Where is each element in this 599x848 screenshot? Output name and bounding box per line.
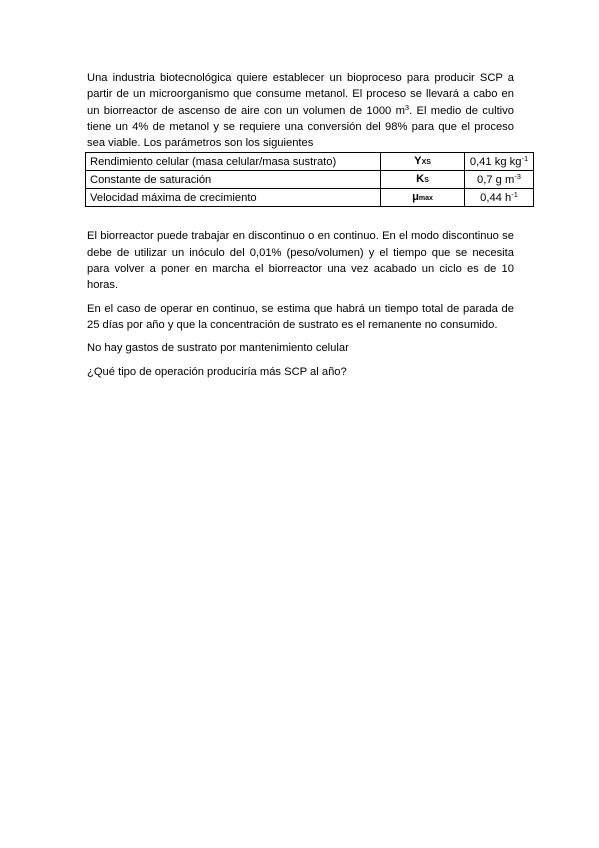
table-row: [86, 189, 534, 207]
param-symbol: [381, 153, 465, 171]
value-exponent: -1: [521, 153, 529, 163]
symbol-letter: Y: [414, 154, 422, 167]
symbol-letter: μ: [412, 190, 419, 203]
param-value: [465, 153, 534, 171]
spacer: [87, 207, 514, 228]
symbol-subscript: S: [424, 176, 429, 184]
param-symbol: [381, 189, 465, 207]
document-body: [87, 70, 529, 380]
value-exponent: -1: [511, 189, 518, 199]
value-text: 0,41 kg kg: [469, 155, 522, 168]
volume-unit-superscript: 3: [404, 102, 410, 112]
intro-text-part1: Una industria biotecnológica quiere establecer un bioproceso para producir SCP a partir de un microorganismo que consume metanol. El proceso se llevará a cabo en un biorreactor de ascenso de aire con un volumen de 1000 m: [87, 72, 514, 117]
param-value: [465, 171, 534, 189]
param-description: Constante de saturación: [86, 171, 381, 189]
spacer: [87, 333, 514, 340]
value-text: 0,44 h: [480, 191, 512, 204]
param-symbol: [381, 171, 465, 189]
symbol-subscript: XS: [421, 158, 431, 166]
table-row: [86, 171, 534, 189]
symbol-letter: K: [416, 172, 425, 185]
param-value: [465, 189, 534, 207]
intro-paragraph: [87, 70, 514, 151]
spacer: [87, 294, 514, 301]
batch-mode-paragraph: El biorreactor puede trabajar en discontinuo o en continuo. En el modo discontinuo se debe de utilizar un inóculo del 0,01% (peso/volumen) y el tiempo que se necesita para volver a poner en marcha el biorreactor una vez acabado un ciclo es de 10 horas.: [87, 230, 514, 292]
maintenance-note: No hay gastos de sustrato por mantenimiento celular: [87, 342, 349, 355]
value-text: 0,7 g m: [477, 173, 515, 186]
param-description: Velocidad máxima de crecimiento: [86, 189, 381, 207]
table-row: [86, 153, 534, 171]
spacer: [87, 357, 514, 364]
intro-text-part2: . El medio de cultivo tiene un 4% de metanol y se requiere una conversión del 98% para que el proceso sea viable. Los parámetros son los siguientes: [87, 104, 514, 150]
question: ¿Qué tipo de operación produciría más SCP al año?: [87, 365, 347, 378]
symbol-subscript: max: [418, 194, 433, 202]
continuous-mode-paragraph: En el caso de operar en continuo, se estima que habrá un tiempo total de parada de 25 días por año y que la concentración de sustrato es el remanente no consumido.: [87, 302, 514, 331]
value-exponent: -3: [514, 171, 521, 181]
parameters-table: [85, 152, 534, 207]
param-description: Rendimiento celular (masa celular/masa sustrato): [86, 153, 381, 171]
